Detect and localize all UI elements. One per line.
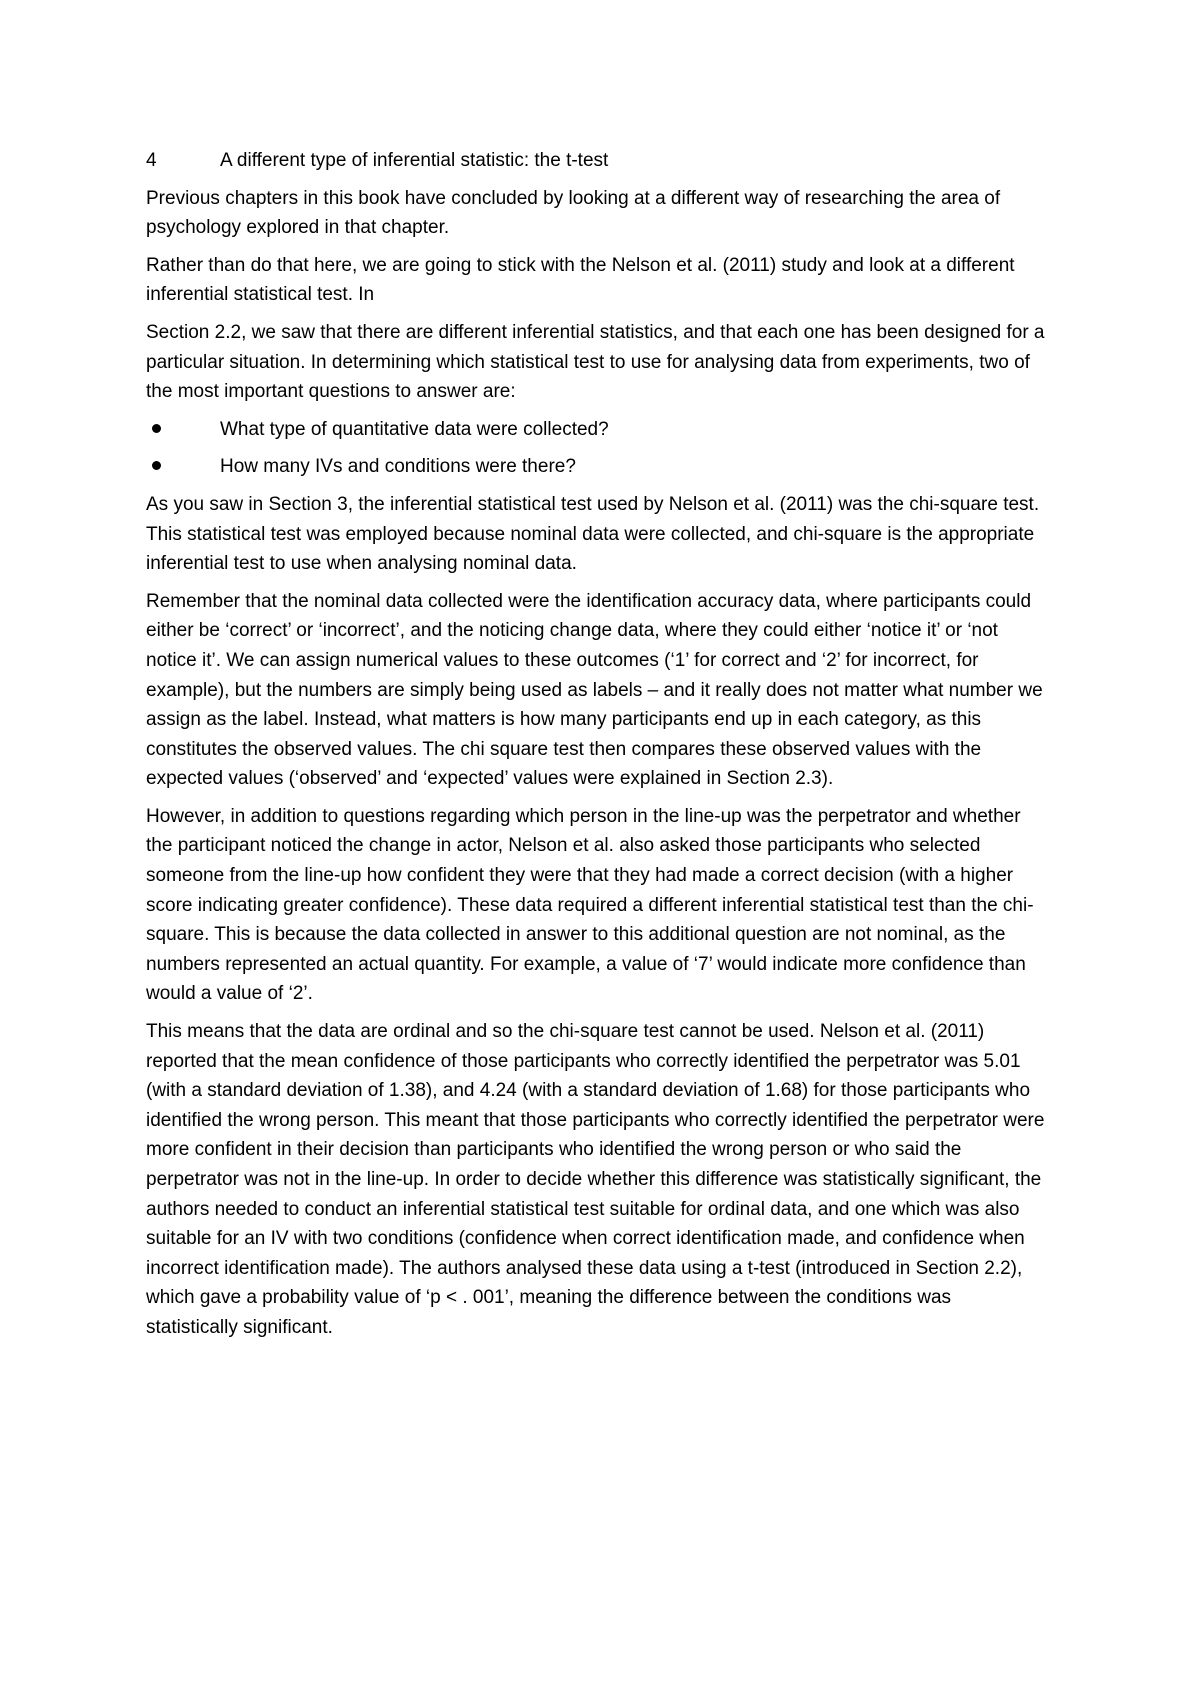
paragraph-confidence: However, in addition to questions regarding which person in the line-up was the perpetrator and whether the participant noticed the change in actor, Nelson et al. also asked those participants who selected someone from the line-up how confident they were that they had made a correct decision (with a higher score indicating greater confidence). These data required a different inferential statistical test than the chi-square. This is because the data collected in answer to this additional question are not nominal, as the numbers represented an actual quantity. For example, a value of ‘7’ would indicate more confidence than would a value of ‘2’. (146, 805, 1034, 1005)
question-list (146, 415, 1046, 482)
paragraph-nominal-data: Remember that the nominal data collected were the identification accuracy data, where participants could either be ‘correct’ or ‘incorrect’, and the noticing change data, where they could either ‘notice it’ or ‘not notice it’. We can assign numerical values to these outcomes (‘1’ for correct and ‘2’ for incorrect, for example), but the numbers are simply being used as labels – and it really does not matter what number we assign as the label. Instead, what matters is how many participants end up in each category, as this constitutes the observed values. The chi square test then compares these observed values with the expected values (‘observed’ and ‘expected’ values were explained in Section 2.3). (146, 590, 1043, 790)
section-number: 4 (146, 150, 157, 171)
list-item-text: How many IVs and conditions were there? (220, 456, 576, 478)
list-item (146, 452, 1046, 482)
list-item-text: What type of quantitative data were collected? (220, 418, 609, 440)
section-heading (146, 146, 1046, 176)
list-item (146, 415, 1046, 445)
section-title: A different type of inferential statistic: the t-test (220, 150, 609, 171)
paragraph-chi-square: As you saw in Section 3, the inferential statistical test used by Nelson et al. (2011) was the chi-square test. This statistical test was employed because nominal data were collected, and chi-square is the appropriate inferential test to use when analysing nominal data. (146, 493, 1040, 575)
bullet-icon (146, 415, 220, 445)
paragraph-section-2-2: Section 2.2, we saw that there are different inferential statistics, and that each one has been designed for a particular situation. In determining which statistical test to use for analysing data from experiments, two of the most important questions to answer are: (146, 321, 1045, 403)
paragraph-nelson-study: Rather than do that here, we are going to stick with the Nelson et al. (2011) study and look at a different inferential statistical test. In (146, 254, 1015, 306)
paragraph-ordinal-t-test: This means that the data are ordinal and so the chi-square test cannot be used. Nelson et al. (2011) reported that the mean confidence of those participants who correctly identified the perpetrator was 5.01 (with a standard deviation of 1.38), and 4.24 (with a standard deviation of 1.68) for those participants who identified the wrong person. This meant that those participants who correctly identified the perpetrator were more confident in their decision than participants who identified the wrong person or who said the perpetrator was not in the line-up. In order to decide whether this difference was statistically significant, the authors needed to conduct an inferential statistical test suitable for ordinal data, and one which was also suitable for an IV with two conditions (confidence when correct identification made, and confidence when incorrect identification made). The authors analysed these data using a t-test (introduced in Section 2.2), which gave a probability value of ‘p < . 001’, meaning the difference between the conditions was statistically significant. (146, 1021, 1045, 1338)
bullet-icon (146, 452, 220, 482)
paragraph-intro: Previous chapters in this book have concluded by looking at a different way of researching the area of psychology explored in that chapter. (146, 187, 1001, 239)
document-body (146, 146, 1046, 1351)
